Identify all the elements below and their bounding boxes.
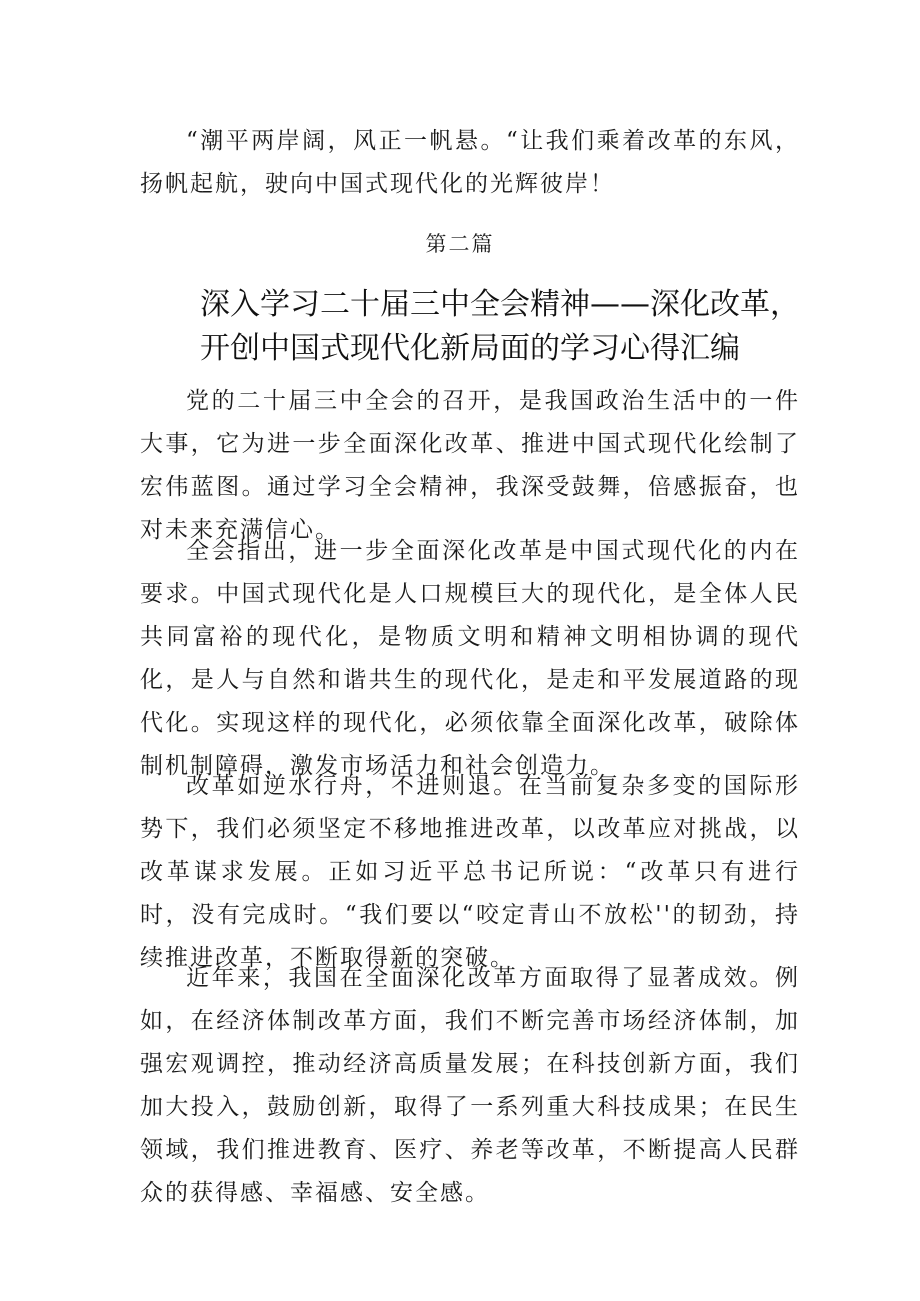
section-label: 第二篇 xyxy=(425,232,495,256)
body-paragraph-4: 近年来，我国在全面深化改革方面取得了显著成效。例如，在经济体制改革方面，我们不断完善市场经济体制，加强宏观调控，推动经济高质量发展；在科技创新方面，我们加大投入，鼓励创新，取得了一系列重大科技成果；在民生领域，我们推进教育、医疗、养老等改革，不断提高人民群众的获得感、幸福感、安全感。 xyxy=(140,965,800,1206)
body-paragraph-3: 改革如逆水行舟，不进则退。在当前复杂多变的国际形势下，我们必须坚定不移地推进改革，以改革应对挑战，以改革谋求发展。正如习近平总书记所说：“改革只有进行时，没有完成时。“我们要以“咬定青山不放松''的韧劲，持续推进改革，不断取得新的突破。 xyxy=(140,773,800,971)
opening-paragraph: “潮平两岸阔，风正一帆悬。“让我们乘着改革的东风，扬帆起航，驶向中国式现代化的光辉彼岸！ xyxy=(140,128,800,197)
body-paragraph-1: 党的二十届三中全会的召开，是我国政治生活中的一件大事，它为进一步全面深化改革、推进中国式现代化绘制了宏伟蓝图。通过学习全会精神，我深受鼓舞，倍感振奋，也对未来充满信心。 xyxy=(140,388,800,543)
body-paragraph-2: 全会指出，进一步全面深化改革是中国式现代化的内在要求。中国式现代化是人口规模巨大的现代化，是全体人民共同富裕的现代化，是物质文明和精神文明相协调的现代化，是人与自然和谐共生的现代化，是走和平发展道路的现代化。实现这样的现代化，必须依靠全面深化改革，破除体制机制障碍，激发市场活力和社会创造力。 xyxy=(140,538,800,779)
article-heading: 深入学习二十届三中全会精神——深化改革，开创中国式现代化新局面的学习心得汇编 xyxy=(200,287,800,366)
